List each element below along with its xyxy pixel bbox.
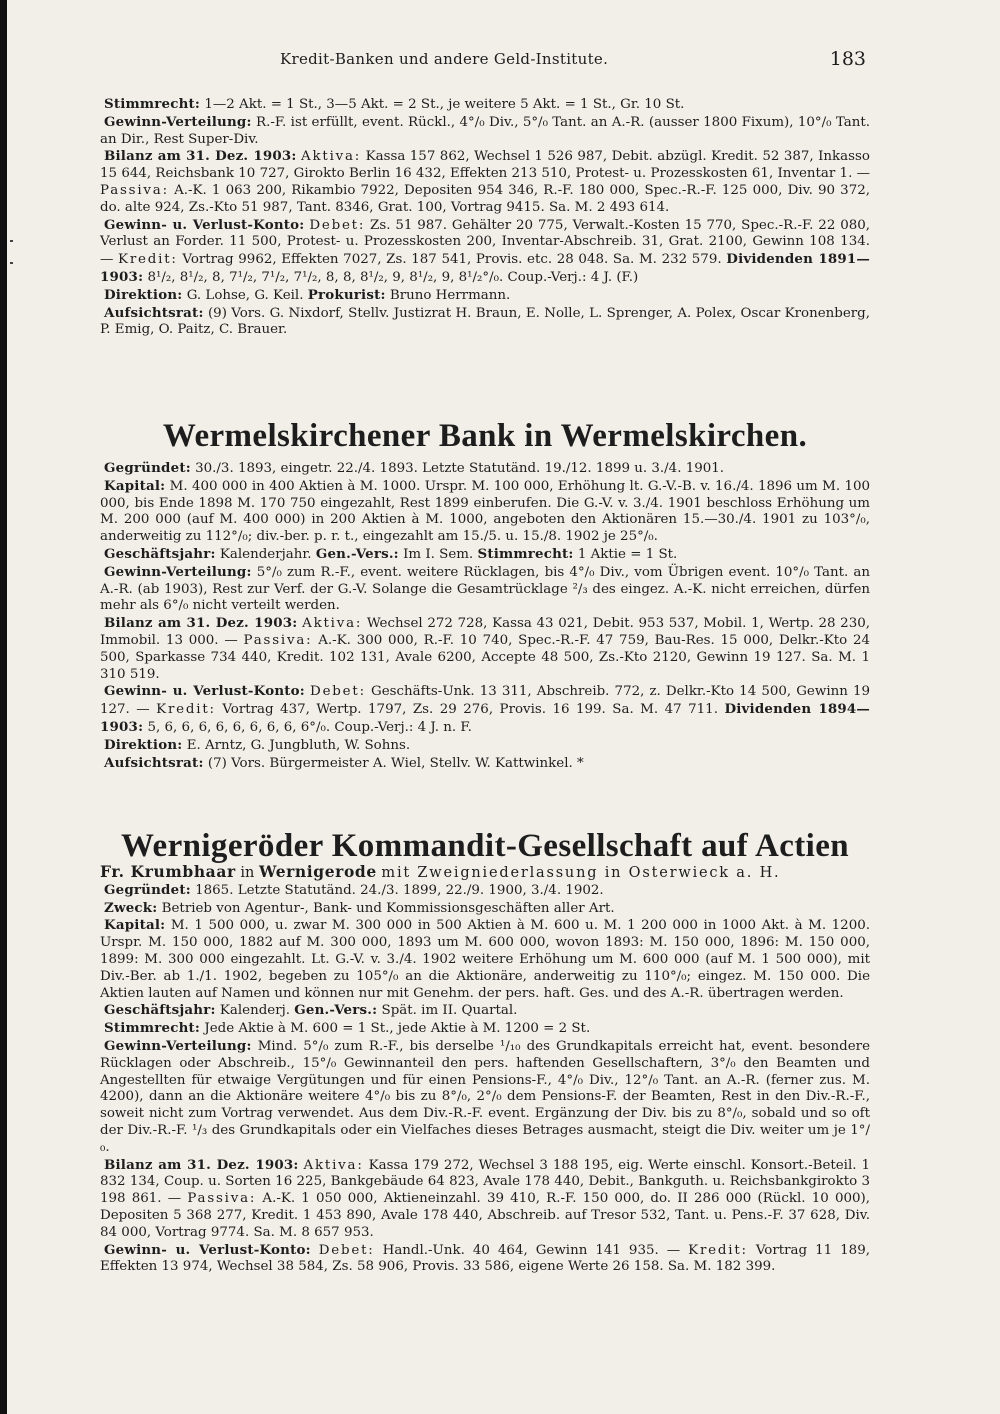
entry-stimmrecht: Stimmrecht: Jede Aktie à M. 600 = 1 St., jede Aktie à M. 1200 = 2 St. xyxy=(104,1020,591,1037)
entry-stimmrecht: Stimmrecht: 1—2 Akt. = 1 St., 3—5 Akt. = 2 St., je weitere 5 Akt. = 1 St., Gr. 10 St. xyxy=(104,96,685,112)
running-header xyxy=(100,50,870,74)
entry-direktion: Direktion: G. Lohse, G. Keil. Prokurist: Bruno Herrmann. xyxy=(104,286,511,303)
entry-aufsichtsrat: Aufsichtsrat: (9) Vors. G. Nixdorf, Stellv. Justizrat H. Braun, E. Nolle, L. Sprenger, A. Polex, Oscar Kronenberg, P. Emig, O. Paitz, C. Brauer. xyxy=(100,304,870,338)
running-title: Kredit-Banken und andere Geld-Institute. xyxy=(280,50,609,68)
entry-title: Wermelskirchener Bank in Wermelskirchen. xyxy=(162,418,808,454)
entry-continuation xyxy=(100,96,870,339)
entry-aufsichtsrat: Aufsichtsrat: (7) Vors. Bürgermeister A. Wiel, Stellv. W. Kattwinkel. * xyxy=(104,754,584,771)
entry-gewinn-verteilung: Gewinn-Verteilung: 5°/₀ zum R.-F., event. weitere Rücklagen, bis 4°/₀ Div., vom Übrigen event. 10°/₀ Tant. an A.-R. (ab 1903), Rest zur Verf. der G.-V. Solange die Gesamtrücklage ²/₃ des eingez. A.-K. nicht erreichen, dürfen mehr als 6°/₀ nicht verteilt werden. xyxy=(100,563,870,614)
entry-bilanz: Bilanz am 31. Dez. 1903: Aktiva: Kassa 179 272, Wechsel 3 188 195, eig. Werte einschl. Konsort.-Beteil. 1 832 134, Coup. u. Sorten 16 225, Bankgebäude 64 823, Avale 178 440, Debit., Bankguth. u. Reichsbankgirokto 3 198 861. — Passiva: A.-K. 1 050 000, Aktieneinzahl. 39 410, R.-F. 150 000, do. II 286 000 (Rückl. 10 000), Depositen 5 368 277, Kredit. 1 453 890, Avale 178 440, Abschreib. auf Tresor 532, Tant. u. Pens.-F. 37 628, Div. 84 000, Vortrag 9774. Sa. M. 8 657 953. xyxy=(100,1156,870,1240)
entry-gegruendet: Gegründet: 1865. Letzte Statutänd. 24./3. 1899, 22./9. 1900, 3./4. 1902. xyxy=(104,881,604,898)
entry-wermelskirchener-bank xyxy=(100,418,870,772)
scan-edge-mark xyxy=(10,262,13,264)
scan-edge-mark xyxy=(10,240,13,242)
entry-kapital: Kapital: M. 1 500 000, u. zwar M. 300 000 in 500 Aktien à M. 600 u. M. 1 200 000 in 1000 Akt. à M. 1200. Urspr. M. 150 000, 1882 auf M. 300 000, 1893 um M. 600 000, wovon 1893: M. 150 000, 1896: M. 150 000, 1899: M. 300 000 eingezahlt. Lt. G.-V. v. 3./4. 1902 weitere Erhöhung um M. 600 000 (auf M. 1 500 000), mit Div.-Ber. ab 1./1. 1902, begeben zu 105°/₀ an die Aktionäre, anderweitig zu 110°/₀; eingez. M. 150 000. Die Aktien lauten auf Namen und können nur mit Genehm. der pers. haft. Ges. und des A.-R. übertragen werden. xyxy=(100,917,870,1001)
entry-direktion: Direktion: E. Arntz, G. Jungbluth, W. Sohns. xyxy=(104,736,411,753)
entry-geschaeftsjahr: Geschäftsjahr: Kalenderj. Gen.-Vers.: Spät. im II. Quartal. xyxy=(104,1002,518,1019)
entry-gewinn-verlust: Gewinn- u. Verlust-Konto: Debet: Geschäfts-Unk. 13 311, Abschreib. 772, z. Delkr.-Kto 14 500, Gewinn 19 127. — Kredit: Vortrag 437, Wertp. 1797, Zs. 29 276, Provis. 16 199. Sa. M. 47 711. Dividenden 1894—1903: 5, 6, 6, 6, 6, 6, 6, 6, 6, 6°/₀. Coup.-Verj.: 4 J. n. F. xyxy=(100,683,870,735)
entry-gewinn-verteilung: Gewinn-Verteilung: R.-F. ist erfüllt, event. Rückl., 4°/₀ Div., 5°/₀ Tant. an A.-R. (ausser 1800 Fixum), 10°/₀ Tant. an Dir., Rest Super-Div. xyxy=(100,113,870,147)
entry-gewinn-verlust: Gewinn- u. Verlust-Konto: Debet: Handl.-Unk. 40 464, Gewinn 141 935. — Kredit: Vortrag 11 189, Effekten 13 974, Wechsel 38 584, Zs. 58 906, Provis. 33 586, eigene Werte 26 158. Sa. M. 182 399. xyxy=(100,1241,870,1275)
entry-gewinn-verteilung: Gewinn-Verteilung: Mind. 5°/₀ zum R.-F., bis derselbe ¹/₁₀ des Grundkapitals erreicht hat, event. besondere Rücklagen oder Abschreib., 15°/₀ Gewinnanteil den pers. haftenden Gesellschaftern, 3°/₀ den Beamten und Angestellten für etwaige Vergütungen und für einen Pensions-F., 4°/₀ Div., 12°/₀ Tant. an A.-R. (ferner zus. M. 4200), dann an die Aktionäre weitere 4°/₀ bis zu 8°/₀, 2°/₀ dem Pensions-F. der Beamten, Rest in den Div.-R.-F., soweit nicht zum Vortrag verwendet. Aus dem Div.-R.-F. event. Ergänzung der Div. bis zu 8°/₀, sobald und so oft der Div.-R.-F. ¹/₃ des Grundkapitals oder ein Vielfaches dieses Betrages ausmacht, steigt die Div. weiter um je 1°/₀. xyxy=(100,1037,870,1155)
entry-bilanz: Bilanz am 31. Dez. 1903: Aktiva: Wechsel 272 728, Kassa 43 021, Debit. 953 537, Mobil. 1, Wertp. 28 230, Immobil. 13 000. — Passiva: A.-K. 300 000, R.-F. 10 740, Spec.-R.-F. 47 759, Bau-Res. 15 000, Delkr.-Kto 24 500, Sparkasse 734 440, Kredit. 102 131, Avale 6200, Accepte 48 500, Zs.-Kto 2120, Gewinn 19 127. Sa. M. 1 310 519. xyxy=(100,615,870,682)
entry-gegruendet: Gegründet: 30./3. 1893, eingetr. 22./4. 1893. Letzte Statutänd. 19./12. 1899 u. 3./4. 1901. xyxy=(104,460,725,476)
entry-bilanz: Bilanz am 31. Dez. 1903: Aktiva: Kassa 157 862, Wechsel 1 526 987, Debit. abzügl. Kredit. 52 387, Inkasso 15 644, Reichsbank 10 727, Girokto Berlin 16 432, Effekten 213 510, Protest- u. Prozesskosten 61, Inventar 1. — Passiva: A.-K. 1 063 200, Rikambio 7922, Depositen 954 346, R.-F. 180 000, Spec.-R.-F. 125 000, Div. 90 372, do. alte 924, Zs.-Kto 51 987, Tant. 8346, Grat. 100, Vortrag 9415. Sa. M. 2 493 614. xyxy=(100,148,871,215)
entry-firm-line: Fr. Krumbhaar in Wernigerode mit Zweigniederlassung in Osterwieck a. H. xyxy=(100,862,781,881)
entry-title: Wernigeröder Kommandit-Gesellschaft auf Actien xyxy=(120,828,850,864)
entry-gewinn-verlust: Gewinn- u. Verlust-Konto: Debet: Zs. 51 987. Gehälter 20 775, Verwalt.-Kosten 15 770, Spec.-R.-F. 22 080, Verlust an Forder. 11 500, Protest- u. Prozesskosten 200, Inventar-Abschreib. 31, Grat. 2100, Gewinn 108 134. — Kredit: Vortrag 9962, Effekten 7027, Zs. 187 541, Provis. etc. 28 048. Sa. M. 232 579. Dividenden 1891—1903: 8¹/₂, 8¹/₂, 8, 7¹/₂, 7¹/₂, 7¹/₂, 8, 8, 8¹/₂, 9, 8¹/₂, 9, 8¹/₂°/₀. Coup.-Verj.: 4 J. (F.) xyxy=(100,216,871,285)
entry-zweck: Zweck: Betrieb von Agentur-, Bank- und Kommissionsgeschäften aller Art. xyxy=(104,899,615,916)
entry-kapital: Kapital: M. 400 000 in 400 Aktien à M. 1000. Urspr. M. 100 000, Erhöhung lt. G.-V.-B. v. 16./4. 1896 um M. 100 000, bis Ende 1898 M. 170 750 eingezahlt, Rest 1899 einberufen. Die G.-V. v. 3./4. 1901 beschloss Erhöhung um M. 200 000 (auf M. 400 000) in 200 Aktien à M. 1000, angeboten den Aktionären 15.—30./4. 1901 zu 103°/₀, anderweitig zu 112°/₀; div.-ber. p. r. t., eingezahlt am 15./5. u. 15./8. 1902 je 25°/₀. xyxy=(100,477,870,545)
page-number: 183 xyxy=(829,48,866,70)
scan-edge-shadow xyxy=(0,0,7,1414)
entry-wernigeroeder-kommandit-gesellschaft xyxy=(100,828,870,1276)
entry-geschaeftsjahr: Geschäftsjahr: Kalenderjahr. Gen.-Vers.: Im I. Sem. Stimmrecht: 1 Aktie = 1 St. xyxy=(104,545,678,562)
